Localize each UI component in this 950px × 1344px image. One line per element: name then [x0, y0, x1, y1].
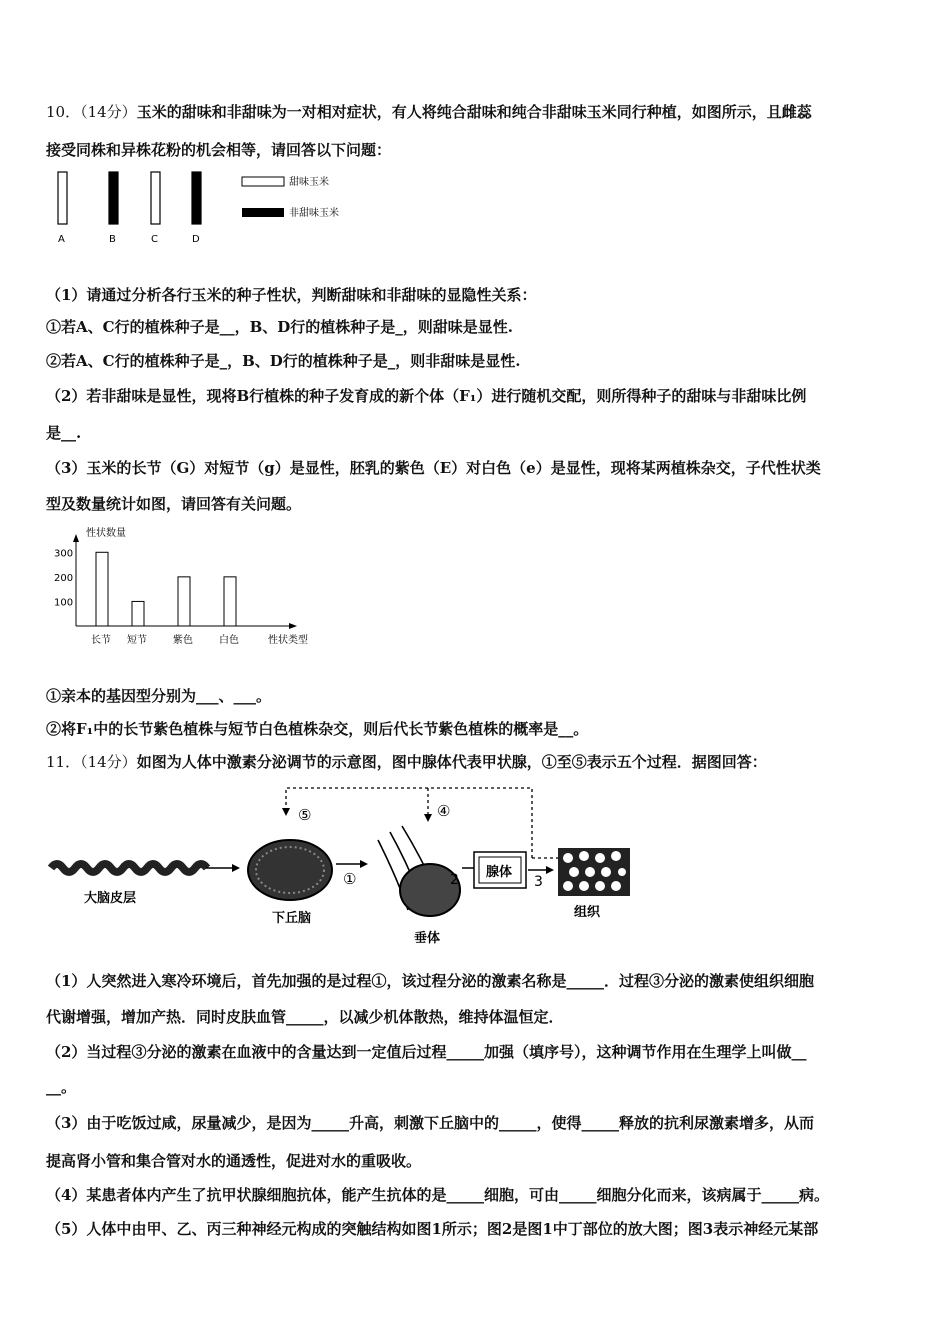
q11-part5: （5）人体中由甲、乙、丙三种神经元构成的突触结构如图1所示；图2是图1中丁部位的放大图；图3表示神经元某部 — [46, 1220, 819, 1238]
q10-part2-cont: 是__. — [46, 424, 82, 442]
bar-2 — [132, 601, 144, 626]
step-1-label: ① — [343, 870, 357, 888]
trait-count-chart — [46, 522, 336, 652]
chart-y-label: 性状数量 — [86, 528, 126, 539]
q11-part1-cont: 代谢增强，增加产热．同时皮肤血管_____，以减少机体散热，维持体温恒定． — [46, 1008, 564, 1026]
hormone-regulation-diagram — [46, 780, 646, 952]
step-2-label: 2 — [450, 872, 459, 888]
chart-y-arrow — [73, 534, 79, 542]
q10-part1-b: ②若A、C行的植株种子是_，B、D行的植株种子是_，则非甜味是显性. — [46, 352, 521, 370]
q10-part3-b: ②将F₁中的长节紫色植株与短节白色植株杂交，则后代长节紫色植株的概率是__。 — [46, 720, 589, 738]
step-5-label: ⑤ — [298, 806, 312, 824]
q11-header — [46, 752, 767, 772]
q11-part3-cont: 提高肾小管和集合管对水的通透性，促进对水的重吸收。 — [46, 1152, 422, 1170]
q10-part3-a: ①亲本的基因型分别为___、___。 — [46, 687, 272, 705]
category-label: 紫色 — [173, 635, 193, 646]
row-b-bar — [109, 172, 118, 224]
y-tick-label: 300 — [54, 548, 74, 560]
q11-part2: （2）当过程③分泌的激素在血液中的含量达到一定值后过程_____加强（填序号），这种调节作用在生理学上叫做__ — [46, 1043, 807, 1061]
row-label-c: C — [151, 234, 158, 245]
category-label: 短节 — [127, 635, 147, 646]
bar-3 — [178, 577, 190, 626]
row-label-a: A — [58, 234, 65, 245]
category-label: 白色 — [219, 635, 239, 646]
cortex-shape — [51, 864, 207, 872]
tissue-shape — [558, 848, 630, 896]
q10-part1: （1）请通过分析各行玉米的种子性状，判断甜味和非甜味的显隐性关系： — [46, 286, 537, 304]
q10-header-cont: 接受同株和异株花粉的机会相等，请回答以下问题： — [46, 141, 392, 159]
hypothalamus-shape — [248, 840, 332, 900]
corn-rows-figure — [46, 166, 376, 252]
row-c-bar — [151, 172, 160, 224]
q11-number: 11．（14分） — [46, 753, 137, 771]
bar-4 — [224, 577, 236, 626]
q10-part3: （3）玉米的长节（G）对短节（g）是显性，胚乳的紫色（E）对白色（e）是显性，现将某两植株杂交，子代性状类 — [46, 459, 821, 477]
q10-part3-cont: 型及数量统计如图，请回答有关问题。 — [46, 495, 302, 513]
step-3-label: 3 — [534, 874, 543, 890]
q11-part4: （4）某患者体内产生了抗甲状腺细胞抗体，能产生抗体的是_____细胞，可由_____细胞分化而来，该病属于_____病。 — [46, 1186, 829, 1204]
legend-nonsweet-label: 非甜味玉米 — [289, 208, 339, 219]
tissue-label: 组织 — [574, 905, 601, 920]
legend-sweet-swatch — [242, 177, 284, 186]
chart-x-arrow — [289, 623, 297, 629]
bar-1 — [96, 552, 108, 626]
q11-part3: （3）由于吃饭过咸，尿量减少，是因为_____升高，刺激下丘脑中的_____，使得_____释放的抗利尿激素增多，从而 — [46, 1114, 814, 1132]
row-label-d: D — [192, 234, 200, 245]
q11-part1: （1）人突然进入寒冷环境后，首先加强的是过程①，该过程分泌的激素名称是_____．过程③分泌的激素使组织细胞 — [46, 972, 814, 990]
q10-part2: （2）若非甜味是显性，现将B行植株的种子发育成的新个体（F₁）进行随机交配，则所得种子的甜味与非甜味比例 — [46, 387, 807, 405]
pituitary-label: 垂体 — [414, 931, 441, 946]
hypothalamus-label: 下丘脑 — [272, 911, 312, 926]
q10-header-text: 玉米的甜味和非甜味为一对相对症状，有人将纯合甜味和纯合非甜味玉米同行种植，如图所示，且雌蕊 — [136, 103, 812, 121]
cortex-label: 大脑皮层 — [84, 891, 137, 906]
gland-label: 腺体 — [486, 865, 513, 880]
y-tick-label: 100 — [54, 597, 74, 609]
q10-header — [46, 102, 812, 122]
step-4-label: ④ — [437, 802, 451, 820]
q10-number: 10．（14分） — [46, 103, 137, 121]
q11-part2-cont: __。 — [46, 1078, 77, 1096]
y-tick-label: 200 — [54, 572, 74, 584]
q11-header-text: 如图为人体中激素分泌调节的示意图，图中腺体代表甲状腺，①至⑤表示五个过程．据图回答： — [136, 753, 767, 771]
row-label-b: B — [109, 234, 116, 245]
category-label: 长节 — [91, 635, 111, 646]
legend-sweet-label: 甜味玉米 — [289, 177, 329, 188]
row-a-bar — [58, 172, 67, 224]
legend-nonsweet-swatch — [242, 208, 284, 217]
q10-part1-a: ①若A、C行的植株种子是__，B、D行的植株种子是_，则甜味是显性. — [46, 318, 513, 336]
chart-x-label: 性状类型 — [268, 635, 308, 646]
feedback-line-5 — [286, 788, 532, 858]
row-d-bar — [192, 172, 201, 224]
